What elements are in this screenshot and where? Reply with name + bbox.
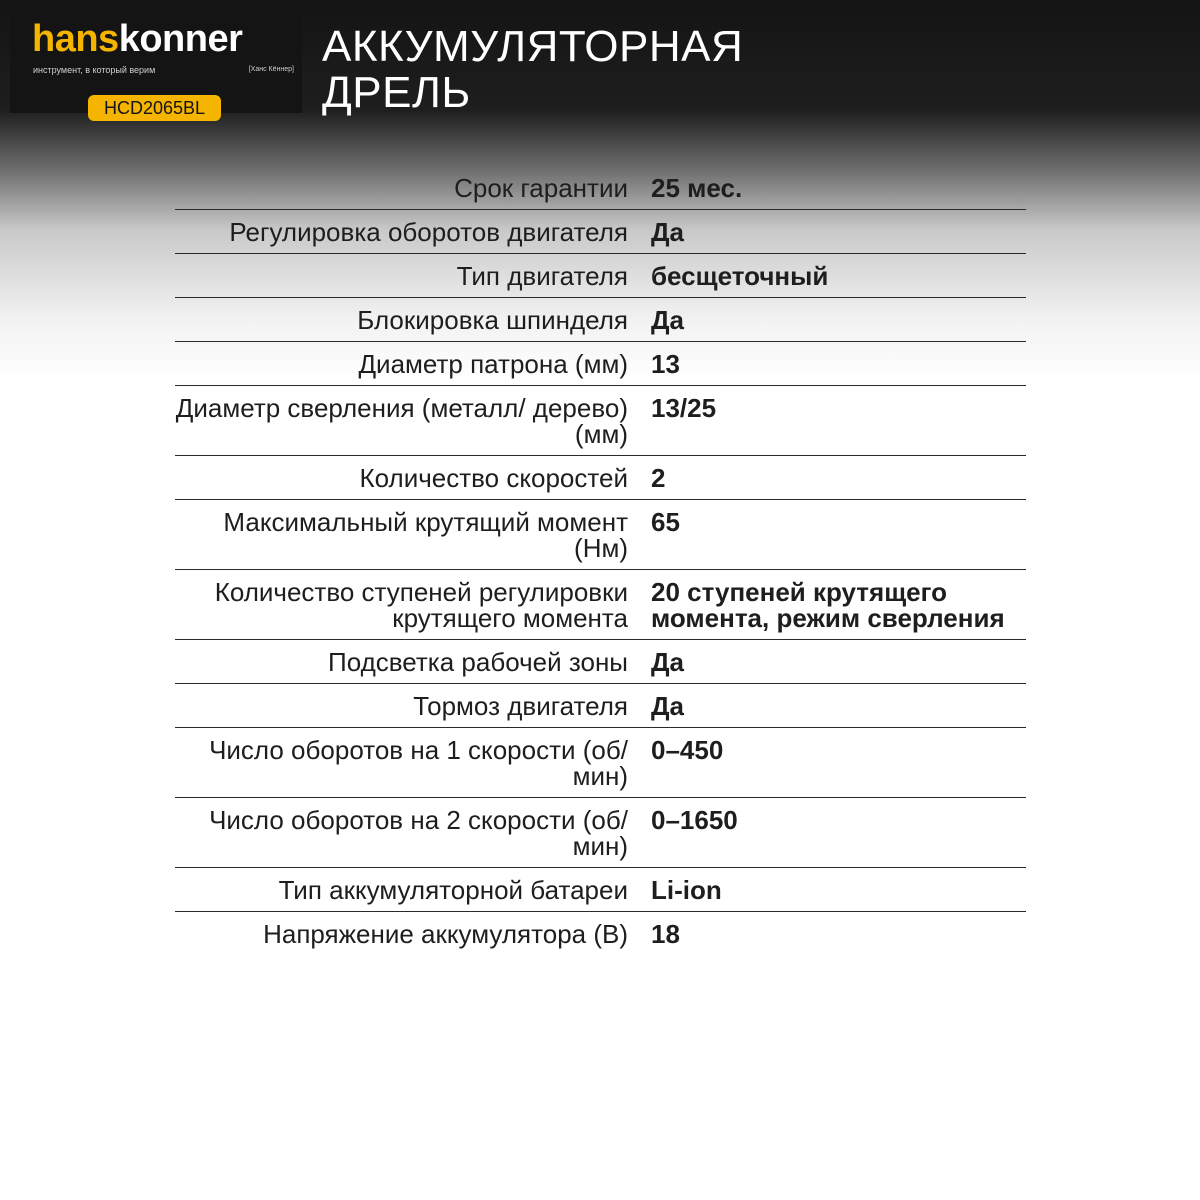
spec-value: Да bbox=[651, 647, 684, 677]
spec-table bbox=[175, 166, 1026, 955]
spec-value: 20 ступеней крутящего момента, режим сверления bbox=[651, 577, 1005, 633]
spec-row bbox=[175, 298, 1026, 342]
brand-name-part1: hans bbox=[32, 18, 119, 60]
spec-value: 65 bbox=[651, 507, 680, 537]
spec-value: 0–450 bbox=[651, 735, 724, 765]
spec-label: Диаметр сверления (металл/ дерево) (мм) bbox=[175, 393, 628, 449]
spec-row bbox=[175, 500, 1026, 570]
spec-value: Да bbox=[651, 217, 684, 247]
spec-value: 13 bbox=[651, 349, 680, 379]
spec-row bbox=[175, 342, 1026, 386]
spec-row bbox=[175, 166, 1026, 210]
spec-row bbox=[175, 868, 1026, 912]
spec-row bbox=[175, 640, 1026, 684]
spec-label: Тормоз двигателя bbox=[413, 691, 628, 721]
spec-value: бесщеточный bbox=[651, 261, 829, 291]
spec-row bbox=[175, 728, 1026, 798]
spec-row bbox=[175, 456, 1026, 500]
spec-value: 25 мес. bbox=[651, 173, 743, 203]
page-title bbox=[322, 24, 882, 116]
spec-label: Напряжение аккумулятора (В) bbox=[263, 919, 628, 949]
spec-row bbox=[175, 570, 1026, 640]
spec-label: Блокировка шпинделя bbox=[357, 305, 628, 335]
spec-value: 13/25 bbox=[651, 393, 717, 423]
page-title-line1: АККУМУЛЯТОРНАЯ bbox=[322, 22, 744, 71]
brand-wordmark bbox=[32, 20, 242, 58]
spec-label: Подсветка рабочей зоны bbox=[328, 647, 628, 677]
spec-value: 18 bbox=[651, 919, 680, 949]
spec-row bbox=[175, 798, 1026, 868]
spec-value: Li-ion bbox=[651, 875, 722, 905]
spec-row bbox=[175, 912, 1026, 955]
brand-name-part2: konner bbox=[118, 18, 243, 60]
spec-label: Количество ступеней регулировки крутящего момента bbox=[214, 577, 628, 633]
spec-value: Да bbox=[651, 691, 684, 721]
spec-row bbox=[175, 684, 1026, 728]
brand-tagline-right: [Ханс Кённер] bbox=[248, 66, 294, 73]
spec-value: 2 bbox=[651, 463, 666, 493]
spec-label: Срок гарантии bbox=[454, 173, 628, 203]
spec-value: 0–1650 bbox=[651, 805, 738, 835]
brand-tagline bbox=[33, 65, 294, 75]
spec-label: Максимальный крутящий момент (Нм) bbox=[223, 507, 628, 563]
spec-label: Число оборотов на 1 скорости (об/мин) bbox=[209, 735, 628, 791]
spec-row bbox=[175, 386, 1026, 456]
spec-value: Да bbox=[651, 305, 684, 335]
spec-label: Тип двигателя bbox=[456, 261, 628, 291]
spec-label: Тип аккумуляторной батареи bbox=[278, 875, 628, 905]
brand-tagline-text: инструмент, в который верим bbox=[33, 65, 156, 75]
spec-label: Диаметр патрона (мм) bbox=[358, 349, 628, 379]
spec-label: Число оборотов на 2 скорости (об/мин) bbox=[209, 805, 628, 861]
spec-row bbox=[175, 254, 1026, 298]
spec-label: Регулировка оборотов двигателя bbox=[229, 217, 628, 247]
spec-row bbox=[175, 210, 1026, 254]
page-title-line2: ДРЕЛЬ bbox=[322, 68, 471, 117]
model-badge: HCD2065BL bbox=[88, 95, 221, 121]
spec-label: Количество скоростей bbox=[359, 463, 628, 493]
